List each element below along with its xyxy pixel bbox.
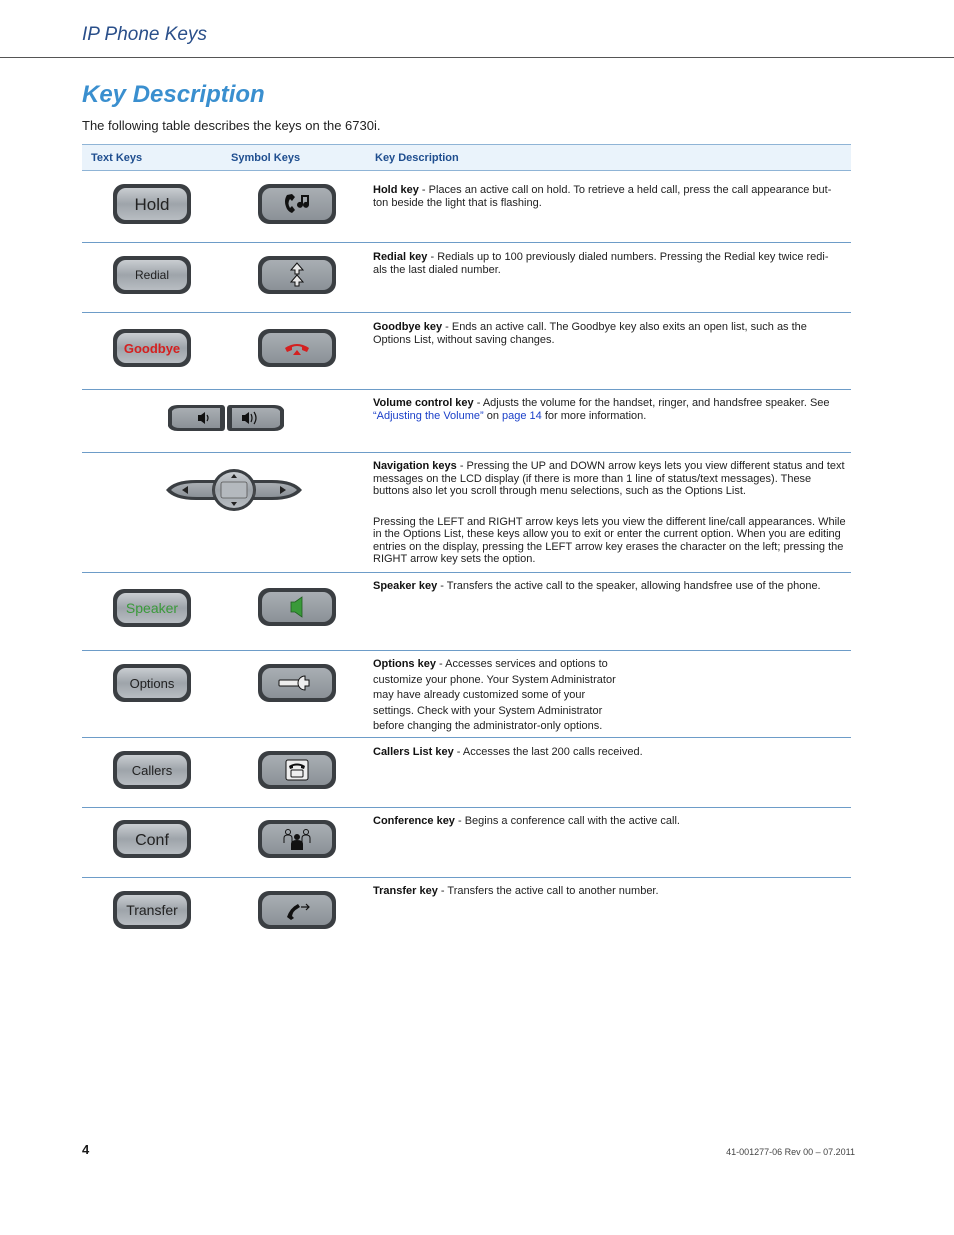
table-row-redial bbox=[82, 243, 851, 313]
transfer-key-name: Transfer key bbox=[373, 885, 438, 897]
conference-key-text: - Begins a conference call with the active call. bbox=[454, 815, 680, 827]
key-description-table bbox=[82, 144, 851, 938]
speaker-description bbox=[373, 580, 849, 593]
goodbye-key-text: - Ends an active call. The Goodbye key also exits an open list, such as the bbox=[442, 321, 807, 333]
conference-description bbox=[373, 815, 849, 828]
goodbye-key-text-2: Options List, without saving changes. bbox=[373, 333, 555, 346]
hold-icon bbox=[257, 183, 337, 225]
navigation-icon bbox=[164, 468, 304, 514]
conf-text-key bbox=[112, 819, 192, 859]
intro-text: The following table describes the keys on the 6730i. bbox=[82, 118, 381, 133]
redial-description bbox=[373, 251, 849, 276]
redial-text-key bbox=[112, 255, 192, 295]
table-row-callers bbox=[82, 738, 851, 808]
hold-description bbox=[373, 184, 849, 209]
table-header bbox=[82, 144, 851, 171]
navigation-key-para-2: Pressing the LEFT and RIGHT arrow keys lets you view the different line/call appearances. While in the Options List, these keys allow you to exit or enter the current option. When you are editing entries on the display, pressing the LEFT arrow key erases the character on the left; pressing the RIGHT arrow key sets the option. bbox=[373, 515, 846, 565]
volume-key-text: - Adjusts the volume for the handset, ringer, and handsfree speaker. See bbox=[473, 397, 830, 409]
options-key-text: - Accesses services and options to bbox=[435, 658, 608, 670]
transfer-key-text: - Transfers the active call to another number. bbox=[437, 885, 659, 897]
redial-key-name: Redial key bbox=[373, 251, 428, 263]
callers-key-label: Callers bbox=[131, 763, 173, 778]
section-title: Key Description bbox=[82, 81, 265, 108]
options-key-name: Options key bbox=[373, 658, 436, 670]
table-row-options bbox=[82, 651, 851, 738]
header-key-description: Key Description bbox=[375, 152, 459, 164]
hold-key-text-2: ton beside the light that is flashing. bbox=[373, 196, 542, 209]
goodbye-key-name: Goodbye key bbox=[373, 321, 443, 333]
callers-key-text: - Accesses the last 200 calls received. bbox=[453, 746, 643, 758]
redial-key-label: Redial bbox=[134, 268, 170, 282]
table-row-navigation bbox=[82, 453, 851, 573]
document-id: 41-001277-06 Rev 00 – 07.2011 bbox=[726, 1147, 855, 1157]
goodbye-description bbox=[373, 321, 849, 346]
page-number: 4 bbox=[82, 1142, 90, 1157]
running-head: IP Phone Keys bbox=[82, 24, 207, 45]
hold-text-key bbox=[112, 183, 192, 225]
goodbye-text-key bbox=[112, 328, 192, 368]
table-row-volume bbox=[82, 390, 851, 453]
volume-key-text-4: for more information. bbox=[541, 409, 647, 422]
navigation-key-text: - Pressing the UP and DOWN arrow keys lets you view different status and text messages on the LCD display (if there is more than 1 line of status/text messages). These buttons also let you scroll through menu selections, such as the Options List. bbox=[373, 460, 845, 497]
header-rule bbox=[0, 57, 954, 58]
conf-key-label: Conf bbox=[135, 832, 169, 849]
options-key-line-3: may have already customized some of your bbox=[373, 689, 586, 701]
hold-key-text: - Places an active call on hold. To retrieve a held call, press the call appearance but- bbox=[418, 184, 832, 196]
speaker-key-text: - Transfers the active call to the speaker, allowing handsfree use of the phone. bbox=[437, 580, 821, 592]
options-key-line-4: settings. Check with your System Administrator bbox=[373, 704, 603, 717]
table-row-speaker bbox=[82, 573, 851, 651]
options-text-key bbox=[112, 663, 192, 703]
volume-key-name: Volume control key bbox=[373, 397, 474, 409]
header-text-keys: Text Keys bbox=[91, 152, 143, 164]
options-wrench-icon bbox=[257, 663, 337, 703]
callers-text-key bbox=[112, 750, 192, 790]
options-key-line-2: customize your phone. Your System Administrator bbox=[373, 673, 616, 686]
callers-description bbox=[373, 746, 849, 759]
callers-key-name: Callers List key bbox=[373, 746, 454, 758]
conference-icon bbox=[257, 819, 337, 859]
speaker-text-key bbox=[112, 588, 192, 628]
navigation-description bbox=[373, 460, 849, 566]
header-symbol-keys: Symbol Keys bbox=[231, 152, 301, 164]
redial-icon bbox=[257, 255, 337, 295]
options-description bbox=[373, 657, 849, 735]
volume-key-text-3: on bbox=[483, 409, 503, 422]
volume-description bbox=[373, 397, 849, 422]
table-row-goodbye bbox=[82, 313, 851, 390]
transfer-text-key bbox=[112, 890, 192, 930]
speaker-key-label: Speaker bbox=[125, 600, 179, 616]
conference-key-name: Conference key bbox=[373, 815, 455, 827]
transfer-icon bbox=[257, 890, 337, 930]
options-key-line-5: before changing the administrator-only options. bbox=[373, 720, 603, 732]
goodbye-key-label: Goodbye bbox=[123, 341, 181, 356]
volume-icon bbox=[164, 402, 288, 434]
redial-key-text-2: als the last dialed number. bbox=[373, 263, 501, 276]
table-row-transfer bbox=[82, 878, 851, 938]
redial-key-text: - Redials up to 100 previously dialed numbers. Pressing the Redial key twice redi- bbox=[427, 251, 829, 263]
callers-list-icon bbox=[257, 750, 337, 790]
hold-key-name: Hold key bbox=[373, 184, 419, 196]
speaker-icon bbox=[257, 587, 337, 627]
hang-up-icon bbox=[257, 328, 337, 368]
navigation-key-name: Navigation keys bbox=[373, 460, 457, 472]
transfer-description bbox=[373, 885, 849, 898]
options-key-label: Options bbox=[129, 676, 175, 691]
page-14-link[interactable]: page 14 bbox=[502, 409, 542, 422]
hold-key-label: Hold bbox=[134, 195, 170, 214]
table-row-hold bbox=[82, 171, 851, 243]
adjusting-volume-link[interactable]: “Adjusting the Volume” bbox=[373, 409, 484, 422]
speaker-key-name: Speaker key bbox=[373, 580, 438, 592]
transfer-key-label: Transfer bbox=[126, 902, 178, 918]
table-row-conference bbox=[82, 808, 851, 878]
